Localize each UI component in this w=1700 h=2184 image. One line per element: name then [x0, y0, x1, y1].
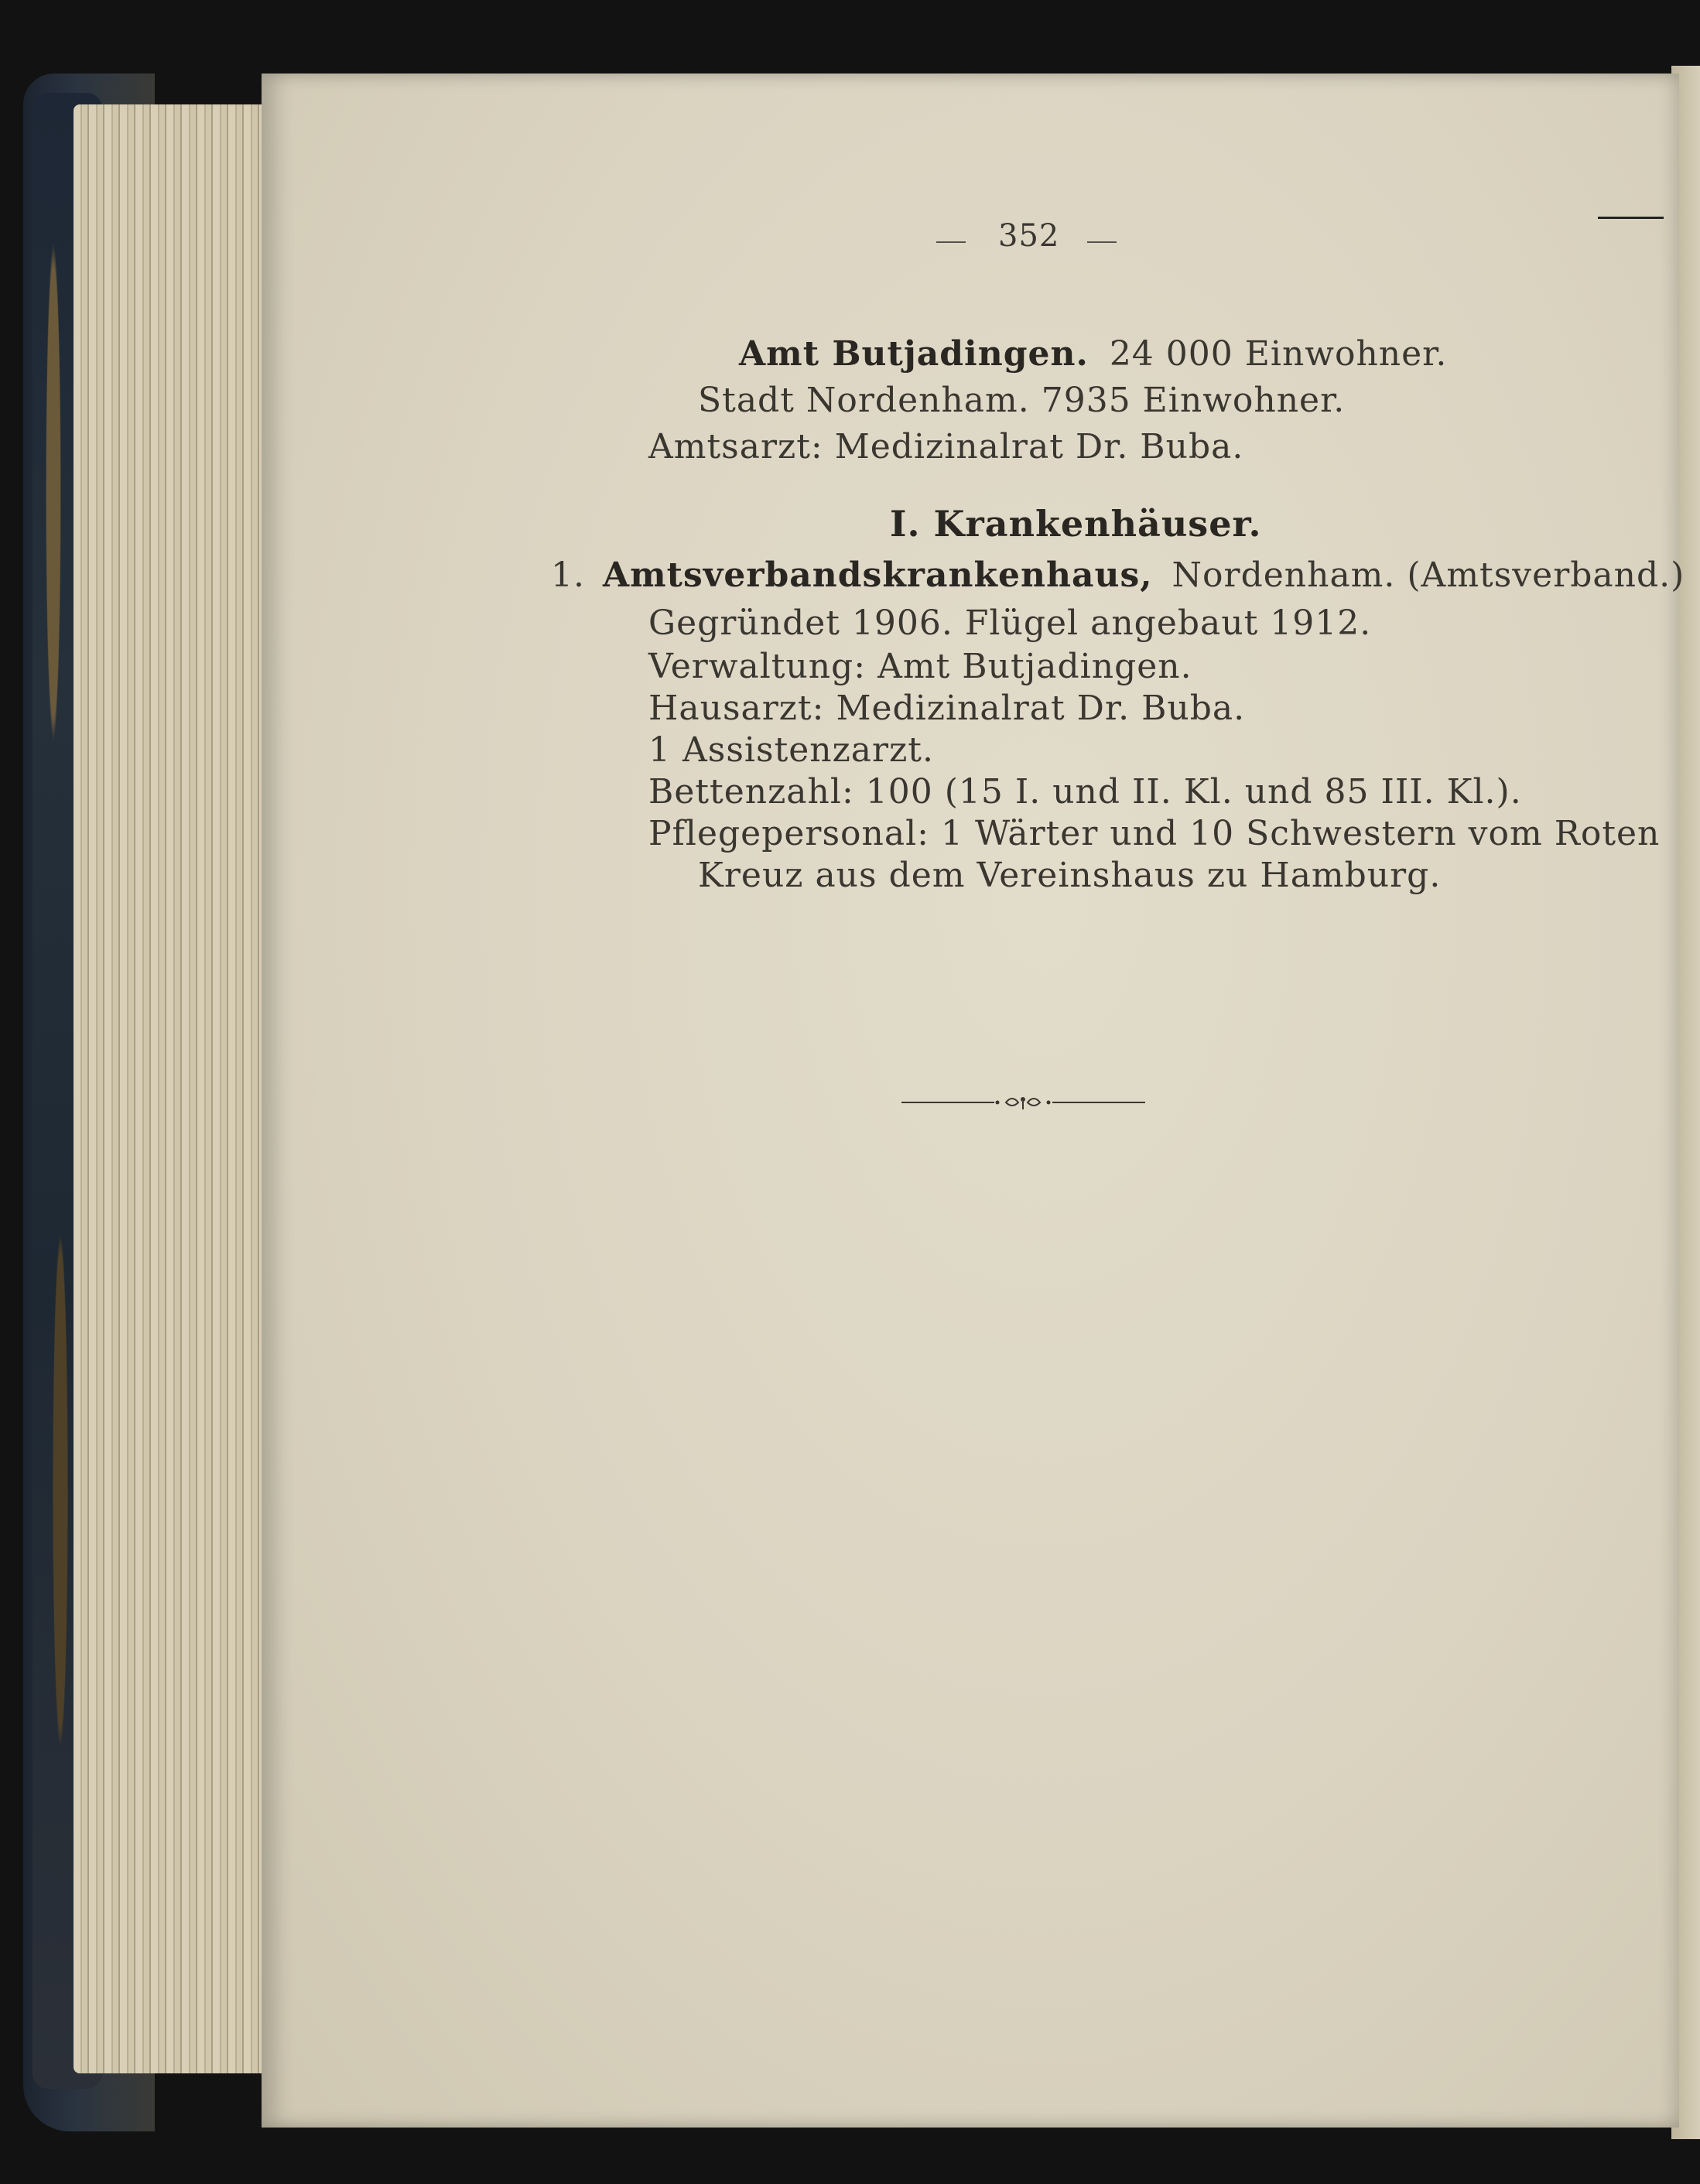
entry-heading [551, 555, 1685, 595]
entry-line: Hausarzt: Medizinalrat Dr. Buba. [648, 689, 1246, 728]
entry-location: Nordenham. (Amtsverband.) [1172, 555, 1685, 595]
entry-line: Gegründet 1906. Flügel angebaut 1912. [648, 603, 1372, 643]
page-number-dash-left [936, 241, 966, 243]
page-mark [1598, 217, 1664, 219]
section-title: I. Krankenhäuser. [890, 503, 1262, 545]
entry-line: 1 Assistenzarzt. [648, 730, 934, 770]
entry-line: Bettenzahl: 100 (15 I. und II. Kl. und 85 III. Kl.). [648, 772, 1522, 812]
entry-line: Verwaltung: Amt Butjadingen. [648, 647, 1192, 686]
amt-name: Amt Butjadingen. [739, 334, 1089, 374]
page-number-dash-right [1087, 241, 1117, 243]
page-number: 352 [998, 218, 1060, 254]
stadt-line: Stadt Nordenham. 7935 Einwohner. [698, 381, 1346, 420]
entry-name: Amtsverbandskrankenhaus, [602, 555, 1153, 595]
amt-line [739, 334, 1447, 374]
entry-line: Pflegepersonal: 1 Wärter und 10 Schwestern vom Roten [648, 814, 1661, 853]
entry-number: 1. [551, 555, 585, 595]
entry-continuation: Kreuz aus dem Vereinshaus zu Hamburg. [698, 856, 1442, 895]
ornament-divider [901, 1091, 1145, 1114]
page-edges [74, 104, 267, 2073]
amt-population: 24 000 Einwohner. [1109, 334, 1448, 374]
amtsarzt-line: Amtsarzt: Medizinalrat Dr. Buba. [648, 427, 1244, 467]
